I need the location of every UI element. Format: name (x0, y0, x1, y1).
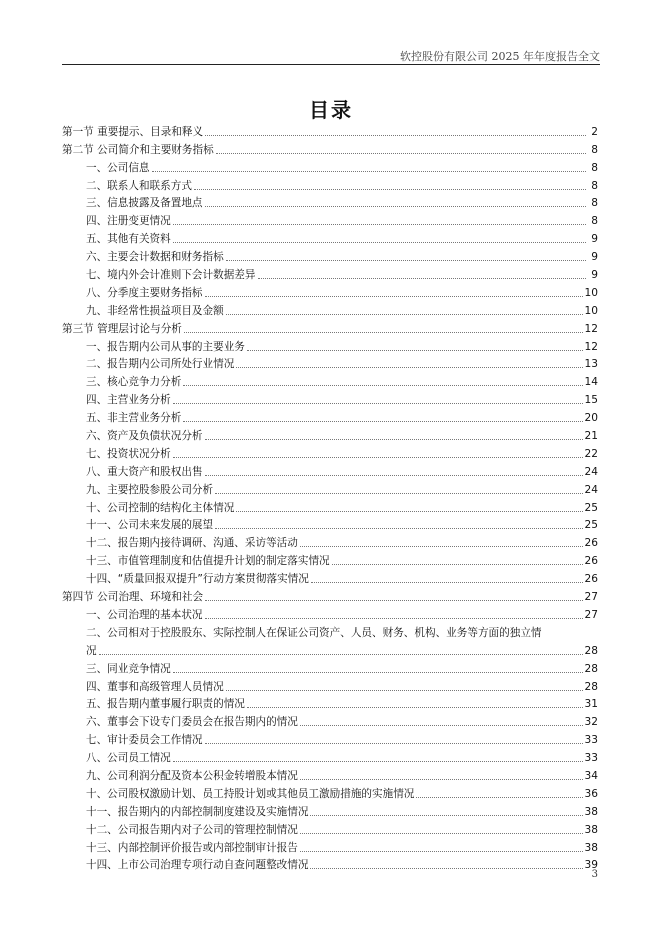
page-number: 3 (591, 869, 598, 880)
toc-entry-label: 十二、报告期内接待调研、沟通、采访等活动 (86, 537, 298, 550)
dot-leader (173, 672, 583, 673)
toc-page-number: 38 (584, 841, 598, 854)
toc-page-number: 26 (584, 573, 598, 586)
toc-page-number: 24 (584, 483, 598, 496)
toc-entry[interactable] (62, 246, 598, 264)
dot-leader (300, 833, 583, 834)
toc-entry-label: 七、审计委员会工作情况 (86, 734, 203, 747)
dot-leader (205, 296, 583, 297)
toc-entry-label: 一、公司信息 (86, 161, 150, 174)
dot-leader (205, 135, 586, 136)
toc-entry[interactable] (62, 747, 598, 765)
toc-entry[interactable] (62, 425, 598, 443)
toc-page-number: 21 (584, 430, 598, 443)
dot-leader (173, 457, 583, 458)
dot-leader (183, 385, 582, 386)
toc-entry[interactable] (62, 228, 598, 246)
toc-entry-label: 十、公司股权激励计划、员工持股计划或其他员工激励措施的实施情况 (86, 787, 415, 800)
toc-page-number: 2 (591, 125, 598, 138)
toc-entry[interactable] (62, 819, 598, 837)
dot-leader (300, 779, 583, 780)
toc-page-number: 28 (584, 662, 598, 675)
toc-entry-label: 七、境内外会计准则下会计数据差异 (86, 269, 256, 282)
toc-entry-label: 一、报告期内公司从事的主要业务 (86, 340, 245, 353)
dot-leader (205, 743, 583, 744)
toc-entry-label: 五、非主营业务分析 (86, 412, 182, 425)
toc-entry-label: 四、主营业务分析 (86, 394, 171, 407)
dot-leader (205, 206, 586, 207)
toc-entry[interactable] (62, 210, 598, 228)
toc-page-number: 9 (591, 251, 598, 264)
toc-entry-label: 四、董事和高级管理人员情况 (86, 680, 224, 693)
toc-page-number: 24 (584, 465, 598, 478)
dot-leader (300, 725, 583, 726)
toc-section-entry[interactable] (62, 121, 598, 139)
toc-entry[interactable] (62, 515, 598, 533)
toc-page-number: 26 (584, 537, 598, 550)
table-of-contents (62, 121, 598, 872)
toc-entry[interactable] (62, 300, 598, 318)
dot-leader (152, 171, 586, 172)
dot-leader (236, 367, 582, 368)
toc-entry-label: 一、公司治理的基本状况 (86, 608, 203, 621)
header-rule (62, 64, 600, 65)
toc-page-number: 38 (584, 823, 598, 836)
toc-page-number: 9 (591, 269, 598, 282)
toc-page-number: 15 (584, 394, 598, 407)
toc-entry[interactable] (62, 568, 598, 586)
toc-entry-label: 十二、公司报告期内对子公司的管理控制情况 (86, 823, 298, 836)
toc-page-number: 10 (584, 304, 598, 317)
dot-leader (332, 564, 583, 565)
dot-leader (416, 797, 582, 798)
dot-leader (226, 690, 583, 691)
toc-page-number: 22 (584, 447, 598, 460)
toc-page-number: 36 (584, 787, 598, 800)
toc-page-number: 12 (584, 340, 598, 353)
toc-entry[interactable] (62, 175, 598, 193)
toc-page-number: 32 (584, 716, 598, 729)
toc-page-number: 26 (584, 555, 598, 568)
dot-leader (184, 332, 583, 333)
toc-entry[interactable] (62, 532, 598, 550)
toc-entry-label: 十四、“质量回报双提升”行动方案贯彻落实情况 (86, 573, 309, 586)
dot-leader (310, 815, 582, 816)
toc-entry[interactable] (62, 371, 598, 389)
toc-entry-label: 第二节 公司简介和主要财务指标 (62, 143, 214, 156)
toc-page-number: 9 (591, 233, 598, 246)
toc-entry-label: 十三、市值管理制度和估值提升计划的制定落实情况 (86, 555, 330, 568)
toc-entry-label: 二、联系人和联系方式 (86, 179, 192, 192)
dot-leader (205, 475, 583, 476)
toc-page-number: 31 (584, 698, 598, 711)
toc-entry-label: 十一、报告期内的内部控制制度建设及实施情况 (86, 805, 309, 818)
toc-entry-label: 八、分季度主要财务指标 (86, 286, 203, 299)
dot-leader (173, 761, 583, 762)
running-header: 软控股份有限公司 2025 年年度报告全文 (400, 50, 600, 63)
dot-leader (215, 528, 582, 529)
dot-leader (216, 153, 586, 154)
toc-entry-label: 四、注册变更情况 (86, 215, 171, 228)
toc-entry-label: 第四节 公司治理、环境和社会 (62, 591, 204, 604)
page-title: 目录 (309, 98, 353, 122)
toc-page-number: 39 (584, 859, 598, 872)
dot-leader (194, 189, 586, 190)
toc-entry-label: 六、董事会下设专门委员会在报告期内的情况 (86, 716, 298, 729)
dot-leader (247, 350, 583, 351)
toc-entry[interactable] (62, 354, 598, 372)
toc-entry[interactable] (62, 676, 598, 694)
toc-page-number: 25 (584, 519, 598, 532)
toc-section-entry[interactable] (62, 139, 598, 157)
toc-entry[interactable] (62, 550, 598, 568)
toc-entry[interactable] (62, 783, 598, 801)
toc-entry-label: 六、资产及负债状况分析 (86, 430, 203, 443)
toc-page-number: 33 (584, 752, 598, 765)
toc-entry[interactable] (62, 264, 598, 282)
toc-entry[interactable] (62, 193, 598, 211)
dot-leader (173, 242, 586, 243)
toc-entry-label: 三、核心竞争力分析 (86, 376, 182, 389)
toc-entry-label: 五、报告期内董事履行职责的情况 (86, 698, 245, 711)
toc-entry[interactable] (62, 389, 598, 407)
toc-page-number: 13 (584, 358, 598, 371)
toc-entry[interactable] (62, 336, 598, 354)
toc-entry-label: 三、信息披露及备置地点 (86, 197, 203, 210)
toc-page-number: 34 (584, 769, 598, 782)
toc-entry[interactable] (62, 497, 598, 515)
toc-entry-label: 五、其他有关资料 (86, 233, 171, 246)
toc-entry[interactable] (62, 443, 598, 461)
dot-leader (300, 546, 583, 547)
toc-page-number: 12 (584, 322, 598, 335)
toc-entry-label-continued: 况 (86, 644, 97, 657)
toc-page-number: 25 (584, 501, 598, 514)
dot-leader (173, 224, 586, 225)
toc-entry[interactable] (62, 801, 598, 819)
dot-leader (205, 600, 582, 601)
toc-entry[interactable] (62, 604, 598, 622)
toc-entry-label: 九、主要控股参股公司分析 (86, 483, 214, 496)
toc-entry-label: 十四、上市公司治理专项行动自查问题整改情况 (86, 859, 309, 872)
toc-entry-label: 九、非经常性损益项目及金额 (86, 304, 224, 317)
toc-entry-label: 十一、公司未来发展的展望 (86, 519, 214, 532)
toc-entry[interactable] (62, 407, 598, 425)
toc-entry-label: 七、投资状况分析 (86, 447, 171, 460)
toc-entry[interactable] (62, 622, 598, 658)
toc-entry-label: 二、公司相对于控股股东、实际控制人在保证公司资产、人员、财务、机构、业务等方面的独立情 (86, 626, 542, 639)
toc-entry[interactable] (62, 765, 598, 783)
toc-entry-label: 第一节 重要提示、目录和释义 (62, 125, 204, 138)
toc-page-number: 8 (591, 161, 598, 174)
dot-leader (311, 582, 583, 583)
toc-entry[interactable] (62, 479, 598, 497)
toc-entry-label: 第三节 管理层讨论与分析 (62, 322, 182, 335)
toc-entry-label: 二、报告期内公司所处行业情况 (86, 358, 235, 371)
toc-entry-label: 八、公司员工情况 (86, 752, 171, 765)
toc-page-number: 8 (591, 215, 598, 228)
toc-entry-label: 十、公司控制的结构化主体情况 (86, 501, 235, 514)
toc-section-entry[interactable] (62, 318, 598, 336)
toc-entry[interactable] (62, 711, 598, 729)
toc-entry-label: 九、公司利润分配及资本公积金转增股本情况 (86, 769, 298, 782)
toc-entry-label: 三、同业竞争情况 (86, 662, 171, 675)
dot-leader (215, 493, 582, 494)
toc-page-number: 8 (591, 143, 598, 156)
dot-leader (258, 278, 587, 279)
toc-entry-label: 六、主要会计数据和财务指标 (86, 251, 224, 264)
toc-page-number: 33 (584, 734, 598, 747)
toc-section-entry[interactable] (62, 586, 598, 604)
dot-leader (236, 511, 582, 512)
dot-leader (226, 260, 586, 261)
toc-entry[interactable] (62, 658, 598, 676)
toc-page-number: 27 (584, 608, 598, 621)
toc-entry-label: 八、重大资产和股权出售 (86, 465, 203, 478)
toc-entry[interactable] (62, 729, 598, 747)
toc-entry[interactable] (62, 157, 598, 175)
toc-page-number: 8 (591, 197, 598, 210)
dot-leader (247, 707, 583, 708)
toc-entry-label: 十三、内部控制评价报告或内部控制审计报告 (86, 841, 298, 854)
toc-page-number: 10 (584, 286, 598, 299)
dot-leader (205, 618, 583, 619)
toc-entry[interactable] (62, 282, 598, 300)
toc-entry[interactable] (62, 694, 598, 712)
toc-page-number: 28 (584, 644, 598, 657)
dot-leader (226, 314, 583, 315)
toc-page-number: 27 (584, 591, 598, 604)
toc-page-number: 38 (584, 805, 598, 818)
dot-leader (300, 851, 583, 852)
toc-entry[interactable] (62, 461, 598, 479)
toc-page-number: 14 (584, 376, 598, 389)
toc-page-number: 8 (591, 179, 598, 192)
dot-leader (99, 654, 583, 655)
dot-leader (205, 439, 583, 440)
dot-leader (173, 403, 583, 404)
toc-page-number: 20 (584, 412, 598, 425)
toc-page-number: 28 (584, 680, 598, 693)
dot-leader (183, 421, 582, 422)
toc-entry[interactable] (62, 837, 598, 855)
